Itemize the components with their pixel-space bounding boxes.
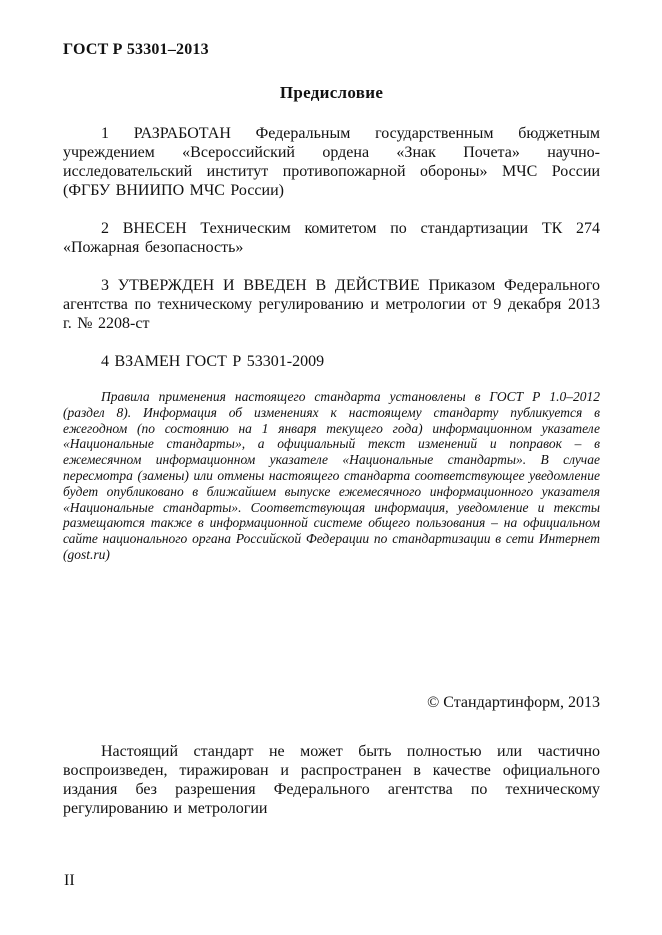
- page-number: II: [64, 872, 75, 889]
- clause-3-approved-by: 3 УТВЕРЖДЕН И ВВЕДЕН В ДЕЙСТВИЕ Приказом Федерального агентства по техническому регулированию и метрологии от 9 декабря 2013 г. № 2208-ст: [63, 277, 600, 332]
- clause-2-submitted-by: 2 ВНЕСЕН Техническим комитетом по стандартизации ТК 274 «Пожарная безопасность»: [63, 220, 600, 256]
- application-rules-note: Правила применения настоящего стандарта установлены в ГОСТ Р 1.0–2012 (раздел 8). Информация об изменениях к настоящему стандарту публикуется в ежегодном (по состоянию на 1 января текущего года) информационном указателе «Национальные стандарты», а официальный текст изменений и поправок – в ежемесячном информационном указателе «Национальные стандарты». В случае пересмотра (замены) или отмены настоящего стандарта соответствующее уведомление будет опубликовано в ближайшем выпуске ежемесячного информационного указателя «Национальные стандарты». Соответствующая информация, уведомление и тексты размещаются также в информационной системе общего пользования – на официальном сайте национального органа Российской Федерации по стандартизации в сети Интернет (gost.ru): [63, 389, 600, 562]
- clause-1-developed-by: 1 РАЗРАБОТАН Федеральным государственным бюджетным учреждением «Всероссийский ордена «Знак Почета» научно-исследовательский институт противопожарной обороны» МЧС России (ФГБУ ВНИИПО МЧС России): [63, 125, 600, 199]
- reproduction-restriction-notice: Настоящий стандарт не может быть полностью или частично воспроизведен, тиражирован и распространен в качестве официального издания без разрешения Федерального агентства по техническому регулированию и метрологии: [63, 742, 600, 817]
- doc-code: ГОСТ Р 53301–2013: [63, 41, 209, 58]
- clause-4-replaces: 4 ВЗАМЕН ГОСТ Р 53301-2009: [101, 353, 325, 370]
- section-title: Предисловие: [279, 83, 384, 102]
- copyright-line: © Стандартинформ, 2013: [427, 693, 600, 711]
